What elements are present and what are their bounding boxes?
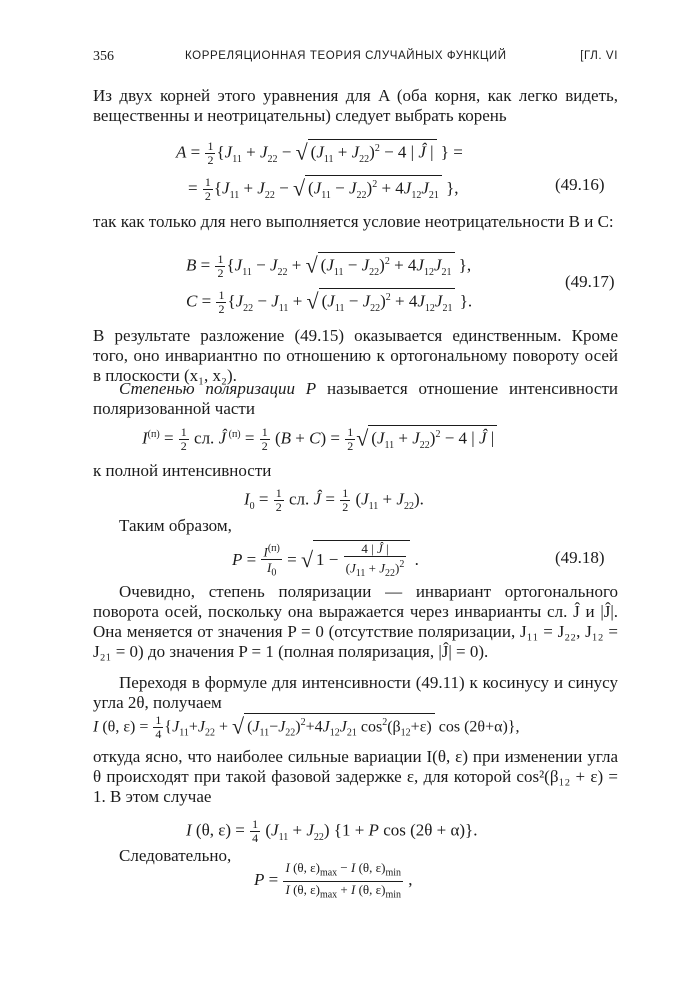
chapter-label: [ГЛ. VI (580, 50, 618, 62)
formula-intensity-angle: I (θ, ε) = $\frac{1}{4}$ {$J_{11}+J_{22}$ + √ $(J_{11}-J_{22})^2+4J_{12}J_{21}$ $\cos^2(\beta_{12}+\varepsilon)$ cos (2θ+α)}, (93, 713, 520, 742)
formula-c: C = $\frac{1}{2}$ {$J_{22} - J_{11}$ + √ $(J_{11} - J_{22})^2 + 4J_{12}J_{21}$ }. (186, 288, 473, 317)
page-header (93, 46, 618, 68)
paragraph-10: Следовательно, (119, 846, 232, 865)
formula-polarized-intensity: $I^{(п)}$ = $\frac{1}{2}$ сл. Ĵ $^{(п)}$ = $\frac{1}{2}$ (B + C) = $\frac{1}{2}$ √ $(J_{11} + J_{22})^2 - 4$ | Ĵ | (142, 425, 497, 455)
formula-a-line2: = $\frac{1}{2}$ {$J_{11} + J_{22}$ − √ $(J_{11} - J_{22})^2 + 4J_{12}J_{21}$ }, (188, 175, 459, 204)
paragraph-3: В результате разложение (49.15) оказывается единственным. Кроме того, оно инвариантно по отношению к ортогональному повороту осей в плоскости (x₁, x₂). (93, 326, 618, 385)
formula-polarization-degree: P = $\frac{I^{(п)}}{I_0}$ = √ 1 − $\frac{4 | Ĵ |}{(J_{11} + J_{22})^2}$ . (232, 541, 419, 579)
paragraph-4 (93, 379, 618, 419)
formula-intensity-max-case: I (θ, ε) = $\frac{1}{4}$ $(J_{11} + J_{22}) \{1 + P$ cos (2θ + α)}. (186, 817, 478, 845)
formula-b: B = $\frac{1}{2}$ {$J_{11} - J_{22}$ + √ $(J_{11} - J_{22})^2 + 4J_{12}J_{21}$ }, (186, 252, 472, 281)
paragraph-8: Переходя в формуле для интенсивности (49.11) к косинусу и синусу угла 2θ, получаем (93, 673, 618, 712)
paragraph-1: Из двух корней этого уравнения для A (оба корня, как легко видеть, вещественны и неотрицательны) следует выбрать корень (93, 86, 618, 125)
page-number: 356 (93, 49, 114, 64)
formula-a-line1: A = $\frac{1}{2}$ {$J_{11} + J_{22}$ − √ $(J_{11} + J_{22})^2 - 4$ | Ĵ | } = (176, 139, 463, 168)
paragraph-5: к полной интенсивности (93, 461, 272, 480)
equation-number-49-16: (49.16) (555, 175, 605, 194)
equation-number-49-17: (49.17) (565, 272, 615, 291)
paragraph-7: Очевидно, степень поляризации — инвариант ортогонального поворота осей, поскольку она выражается через инварианты сл. Ĵ и |Ĵ|. Она меняется от значения P = 0 (отсутствие поляризации, J₁₁ = J₂₂, J₁₂ = J₂₁ = 0) до значения P = 1 (полная поляризация, |Ĵ| = 0). (93, 582, 618, 661)
paragraph-2: так как только для него выполняется условие неотрицательности B и C: (93, 212, 614, 231)
polarization-degree-term: Степенью поляризации P (119, 379, 317, 398)
formula-total-intensity: $I_0$ = $\frac{1}{2}$ сл. Ĵ = $\frac{1}{2}$ $(J_{11} + J_{22})$. (244, 486, 424, 514)
equation-number-49-18: (49.18) (555, 548, 605, 567)
paragraph-4-rest: называется отношение интенсивности поляризованной части (93, 379, 618, 418)
paragraph-6: Таким образом, (119, 516, 232, 535)
paragraph-9: откуда ясно, что наиболее сильные вариации I(θ, ε) при изменении угла θ происходят при такой фазовой задержке ε, для которой cos²(β₁₂ + ε) = 1. В этом случае (93, 747, 618, 806)
running-title: КОРРЕЛЯЦИОННАЯ ТЕОРИЯ СЛУЧАЙНЫХ ФУНКЦИЙ (185, 50, 507, 62)
formula-p-max-min: P = $\frac{I (\theta, \varepsilon)_{max} - I (\theta, \varepsilon)_{min}}{I (\theta, \varepsilon)_{max} + I (\theta, \varepsilon)_{min}}$ , (254, 860, 413, 901)
